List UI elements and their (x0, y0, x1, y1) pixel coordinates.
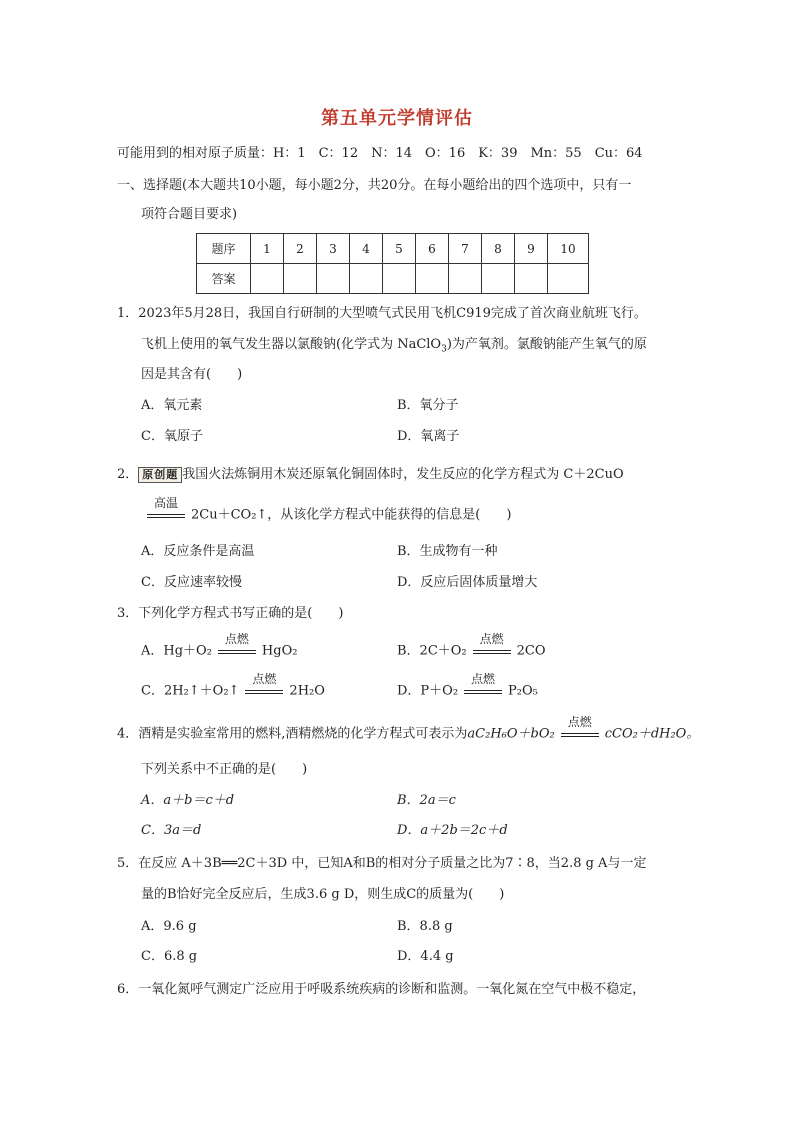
question-number: 7 (449, 234, 482, 264)
q1-subscript: 3 (441, 344, 447, 355)
answer-cell[interactable] (416, 264, 449, 294)
answer-cell[interactable] (482, 264, 515, 294)
q3-option-c (141, 672, 325, 701)
answer-cell[interactable] (317, 264, 350, 294)
reaction-arrow (243, 672, 285, 700)
q1-option-a: A．氧元素 (141, 398, 203, 413)
q3-stem: 3．下列化学方程式书写正确的是( ) (117, 606, 344, 621)
q4-equation-products: cCO₂＋dH₂O。 (604, 726, 700, 742)
answer-table-answer-row (197, 264, 589, 294)
answer-table-header-row (197, 234, 589, 264)
q4-stem-text: 4．酒精是实验室常用的燃料,酒精燃烧的化学方程式可表示为 (117, 726, 468, 742)
q3-c-reactants: C．2H₂↑＋O₂↑ (141, 683, 240, 699)
q2-option-c: C．反应速率较慢 (141, 575, 242, 590)
q4-option-b: B．2a＝c (397, 793, 456, 808)
q5-option-c: C．6.8 g (141, 949, 198, 964)
q1-stem-line3: 因是其含有( ) (141, 367, 243, 382)
q2-number: 2． (117, 467, 139, 482)
q2-option-a: A．反应条件是高温 (141, 544, 255, 559)
q3-c-products: 2H₂O (289, 683, 325, 699)
q1-option-b: B．氧分子 (397, 398, 459, 413)
answer-table (196, 233, 589, 294)
answer-cell[interactable] (251, 264, 284, 294)
q4-option-a: A．a＋b＝c＋d (141, 793, 235, 808)
question-number: 9 (515, 234, 548, 264)
section-instructions-line2: 项符合题目要求) (141, 207, 238, 222)
original-question-badge: 原创题 (138, 467, 182, 483)
question-number: 1 (251, 234, 284, 264)
q3-option-b (397, 632, 546, 661)
q3-d-products: P₂O₅ (508, 683, 538, 699)
reaction-condition: 点燃 (224, 632, 249, 646)
q3-a-reactants: A．Hg＋O₂ (141, 643, 212, 659)
q5-option-b: B．8.8 g (397, 919, 453, 934)
reaction-condition: 点燃 (567, 715, 592, 729)
answer-cell[interactable] (350, 264, 383, 294)
q2-option-b: B．生成物有一种 (397, 544, 498, 559)
question-number: 2 (284, 234, 317, 264)
q2-stem-line2-text: 2Cu＋CO₂↑，从该化学方程式中能获得的信息是( ) (191, 507, 512, 523)
question-number: 10 (548, 234, 589, 264)
q6-stem-line1: 6．一氧化氮呼气测定广泛应用于呼吸系统疾病的诊断和监测。一氧化氮在空气中极不稳定， (117, 982, 646, 997)
section-instructions-line1: 一、选择题(本大题共10小题，每小题2分，共20分。在每小题给出的四个选项中，只有一 (117, 178, 632, 193)
q3-option-a (141, 632, 298, 661)
q2-stem-text: 我国火法炼铜用木炭还原氧化铜固体时，发生反应的化学方程式为 C＋2CuO (182, 467, 624, 482)
q3-b-reactants: B．2C＋O₂ (397, 643, 467, 659)
answer-cell[interactable] (515, 264, 548, 294)
answer-table-answer-label: 答案 (197, 264, 251, 294)
q4-stem-line2: 下列关系中不正确的是( ) (141, 762, 308, 777)
q2-stem-line1 (117, 466, 624, 484)
q4-stem-line1 (117, 715, 700, 744)
q2-option-d: D．反应后固体质量增大 (397, 575, 538, 590)
q1-stem-line2 (141, 336, 647, 359)
answer-cell[interactable] (449, 264, 482, 294)
reaction-arrow (462, 672, 504, 700)
answer-cell[interactable] (284, 264, 317, 294)
answer-cell[interactable] (548, 264, 589, 294)
question-number: 5 (383, 234, 416, 264)
q3-d-reactants: D．P＋O₂ (397, 683, 459, 699)
page-title: 第五单元学情评估 (321, 108, 473, 129)
q5-option-d: D．4.4 g (397, 949, 454, 964)
q4-option-c: C．3a＝d (141, 823, 202, 838)
q5-stem-line2: 量的B恰好完全反应后，生成3.6 g D，则生成C的质量为( ) (141, 887, 505, 902)
q2-stem-line2 (141, 496, 512, 525)
q1-stem-line2-text-a: 飞机上使用的氧气发生器以氯酸钠(化学式为 NaClO (141, 337, 442, 352)
q1-option-c: C．氧原子 (141, 429, 203, 444)
reaction-condition: 点燃 (471, 672, 496, 686)
question-number: 3 (317, 234, 350, 264)
reaction-condition: 点燃 (479, 632, 504, 646)
question-number: 6 (416, 234, 449, 264)
q4-equation-reactants: aC₂H₆O＋bO₂ (467, 726, 555, 742)
q5-stem-line1: 5．在反应 A＋3B══2C＋3D 中，已知A和B的相对分子质量之比为7∶8，当2.8 g A与一定 (117, 856, 647, 871)
reaction-arrow (216, 632, 258, 660)
reaction-arrow (145, 496, 187, 524)
reaction-arrow (471, 632, 513, 660)
answer-cell[interactable] (383, 264, 416, 294)
atomic-masses: 可能用到的相对原子质量：H：1 C：12 N：14 O：16 K：39 Mn：55 Cu：64 (117, 146, 643, 161)
q4-option-d: D．a＋2b＝2c＋d (397, 823, 508, 838)
answer-table-header-label: 题序 (197, 234, 251, 264)
question-number: 8 (482, 234, 515, 264)
q5-option-a: A．9.6 g (141, 919, 197, 934)
reaction-condition: 高温 (153, 496, 178, 510)
q3-a-products: HgO₂ (261, 643, 298, 659)
q3-b-products: 2CO (516, 643, 546, 659)
q3-option-d (397, 672, 538, 701)
q1-option-d: D．氧离子 (397, 429, 460, 444)
reaction-arrow (559, 715, 601, 743)
q1-stem-line2-text-b: )为产氧剂。氯酸钠能产生氧气的原 (446, 337, 647, 352)
q1-stem-line1: 1．2023年5月28日，我国自行研制的大型喷气式民用飞机C919完成了首次商业航班飞行。 (117, 306, 647, 321)
reaction-condition: 点燃 (252, 672, 277, 686)
question-number: 4 (350, 234, 383, 264)
